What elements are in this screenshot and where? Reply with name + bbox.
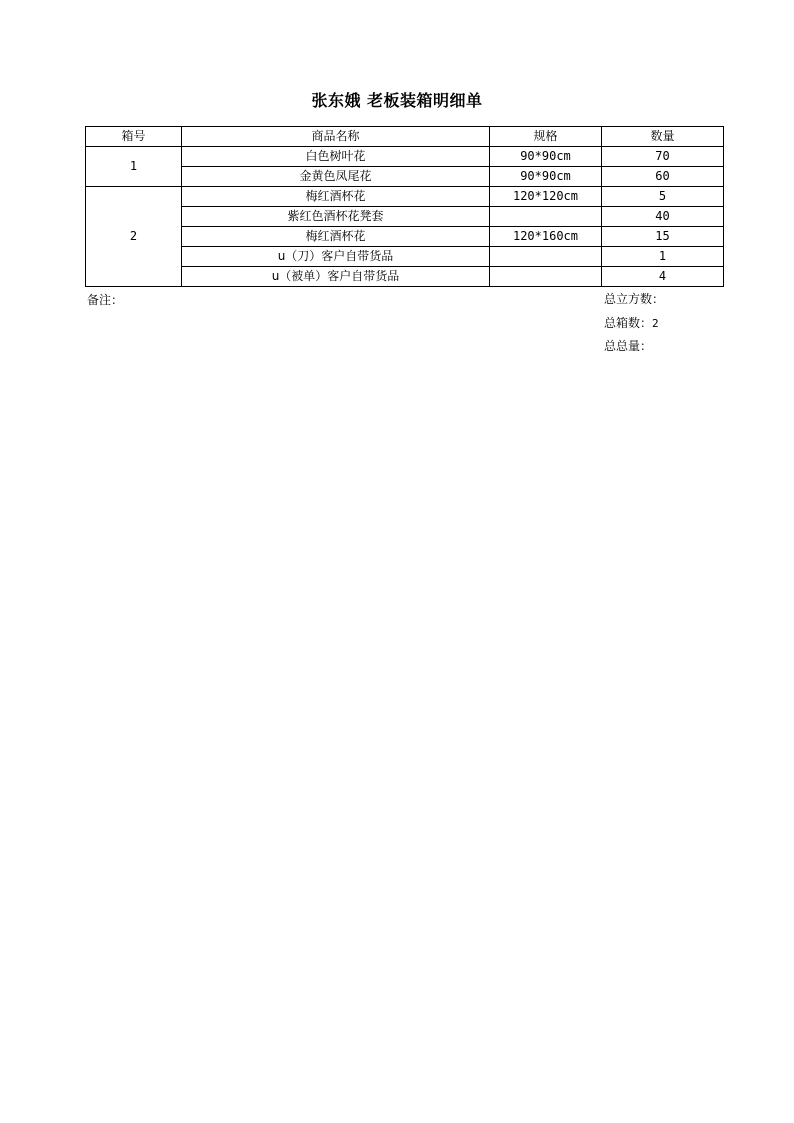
remark-label: 备注： [87,293,124,307]
quantity-cell: 70 [602,147,724,167]
table-row [86,147,724,167]
header-quantity: 数量 [602,127,724,147]
table-header-row [86,127,724,147]
product-name-cell: 金黄色凤尾花 [182,167,490,187]
quantity-cell: 5 [602,187,724,207]
table-row [86,227,724,247]
spec-cell: 90*90cm [490,147,602,167]
box-number-cell: 2 [86,187,182,287]
product-name-cell: 白色树叶花 [182,147,490,167]
box-number-cell: 1 [86,147,182,187]
product-name-cell: 紫红色酒杯花凳套 [182,207,490,227]
table-row [86,167,724,187]
quantity-cell: 40 [602,207,724,227]
product-name-cell: 梅红酒杯花 [182,227,490,247]
table-row [86,187,724,207]
product-name-cell: 梅红酒杯花 [182,187,490,207]
quantity-cell: 4 [602,267,724,287]
table-row [86,267,724,287]
quantity-cell: 60 [602,167,724,187]
total-boxes-label: 总箱数： [604,316,653,330]
total-boxes-line [604,314,659,331]
table-row [86,207,724,227]
document-title: 张东娥 老板装箱明细单 [311,91,483,110]
table-row [86,247,724,267]
spec-cell: 120*120cm [490,187,602,207]
header-spec: 规格 [490,127,602,147]
total-boxes-value: 2 [652,317,659,330]
packing-list-table [85,126,724,287]
spec-cell [490,267,602,287]
header-box-no: 箱号 [86,127,182,147]
product-name-cell: u（被单）客户自带货品 [182,267,490,287]
total-weight-label: 总总量： [604,339,653,353]
total-weight-line [604,337,652,354]
spec-cell: 90*90cm [490,167,602,187]
quantity-cell: 15 [602,227,724,247]
quantity-cell: 1 [602,247,724,267]
product-name-cell: u（刀）客户自带货品 [182,247,490,267]
total-volume-line [604,290,664,307]
header-product-name: 商品名称 [182,127,490,147]
total-volume-label: 总立方数： [604,292,665,306]
spec-cell [490,247,602,267]
spec-cell [490,207,602,227]
spec-cell: 120*160cm [490,227,602,247]
